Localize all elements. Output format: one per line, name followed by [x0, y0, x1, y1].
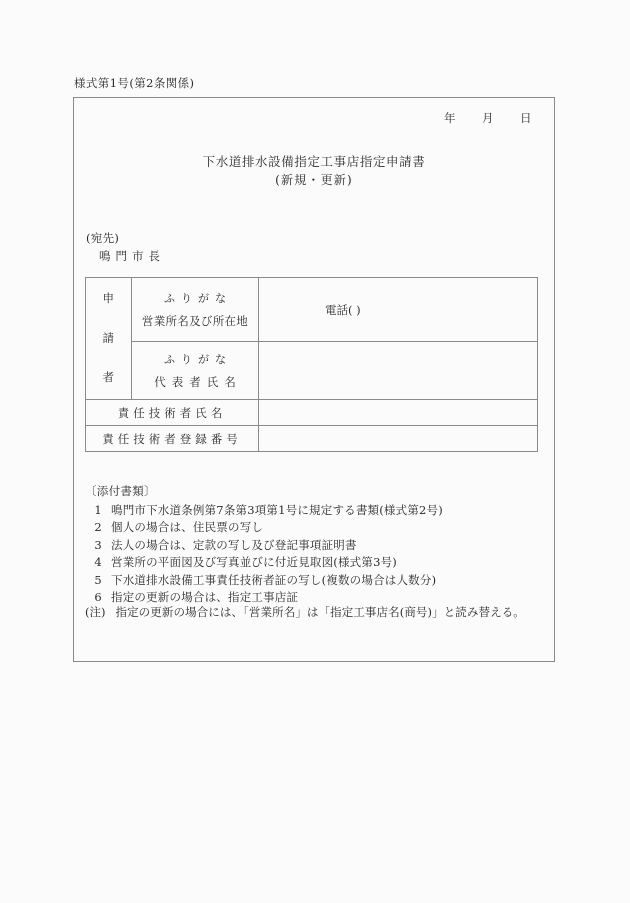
table-row-office: [86, 278, 538, 342]
applicant-char-1: 申: [102, 291, 115, 306]
representative-label-cell: [132, 342, 259, 400]
form-number-label: 様式第1号(第2条関係): [74, 76, 195, 90]
table-row-technician-reg-number: [86, 426, 538, 452]
office-value-cell[interactable]: [259, 278, 538, 342]
list-item: [85, 522, 443, 534]
attachment-text: 個人の場合は、住民票の写し: [111, 520, 264, 534]
form-frame: [73, 97, 555, 662]
date-line: [444, 110, 532, 126]
list-item: [85, 557, 443, 569]
addressee-label: (宛先): [86, 231, 120, 245]
attachment-number: 5: [94, 572, 102, 587]
date-month-label: 月: [482, 111, 494, 125]
attachment-number: 1: [94, 502, 102, 517]
attachment-text: 指定の更新の場合は、指定工事店証: [111, 590, 299, 604]
attachment-text: 鳴門市下水道条例第7条第3項第1号に規定する書類(様式第2号): [111, 502, 443, 517]
note-text: 指定の更新の場合には、「営業所名」は「指定工事店名(商号)」と読み替える。: [115, 605, 525, 619]
technician-reg-number-label: 責任技術者登録番号: [102, 431, 242, 446]
attachment-text: 営業所の平面図及び写真並びに付近見取図(様式第3号): [111, 555, 397, 569]
technician-reg-number-label-cell: [86, 426, 259, 452]
attachments-title: 〔添付書類〕: [85, 484, 156, 498]
attachment-text: 法人の場合は、定款の写し及び登記事項証明書: [111, 537, 357, 552]
office-furigana-label: ふりがな: [164, 292, 232, 305]
title-block: [74, 154, 554, 189]
applicant-char-2: 請: [102, 330, 115, 345]
representative-value-cell[interactable]: [259, 342, 538, 400]
applicant-char-3: 者: [102, 370, 115, 385]
technician-name-value-cell[interactable]: [259, 400, 538, 426]
phone-field[interactable]: 電話( ): [325, 302, 361, 317]
technician-name-label-cell: [86, 400, 259, 426]
document-subtitle: (新規・更新): [275, 172, 353, 187]
list-item: [85, 572, 443, 587]
addressee-block: [86, 230, 165, 266]
document-title: 下水道排水設備指定工事店指定申請書: [202, 154, 426, 169]
office-label-cell: [132, 278, 259, 342]
representative-furigana-label: ふりがな: [164, 353, 232, 366]
office-label: 営業所名及び所在地: [141, 314, 249, 328]
attachment-text: 下水道排水設備工事責任技術者証の写し(複数の場合は人数分): [111, 572, 437, 587]
applicant-table: [85, 277, 538, 452]
table-row-technician-name: [86, 400, 538, 426]
table-row-representative: [86, 342, 538, 400]
list-item: [85, 537, 443, 552]
list-item: [85, 592, 443, 604]
attachment-number: 6: [94, 590, 102, 604]
technician-name-label: 責任技術者氏名: [117, 405, 227, 420]
note-marker: (注): [85, 605, 106, 619]
technician-reg-number-value-cell[interactable]: [259, 426, 538, 452]
note-block: [85, 604, 525, 620]
attachments-block: [85, 486, 443, 610]
representative-label: 代表者氏名: [154, 375, 242, 389]
list-item: [85, 502, 443, 517]
attachment-number: 2: [94, 520, 102, 534]
attachment-number: 3: [94, 537, 102, 552]
date-day-label: 日: [520, 111, 532, 125]
applicant-header-vertical-text: [86, 280, 131, 398]
date-year-label: 年: [444, 111, 456, 125]
attachments-list: [85, 502, 443, 604]
applicant-header-cell: [86, 278, 132, 400]
attachment-number: 4: [94, 555, 102, 569]
addressee-name: 鳴門市長: [99, 248, 165, 263]
